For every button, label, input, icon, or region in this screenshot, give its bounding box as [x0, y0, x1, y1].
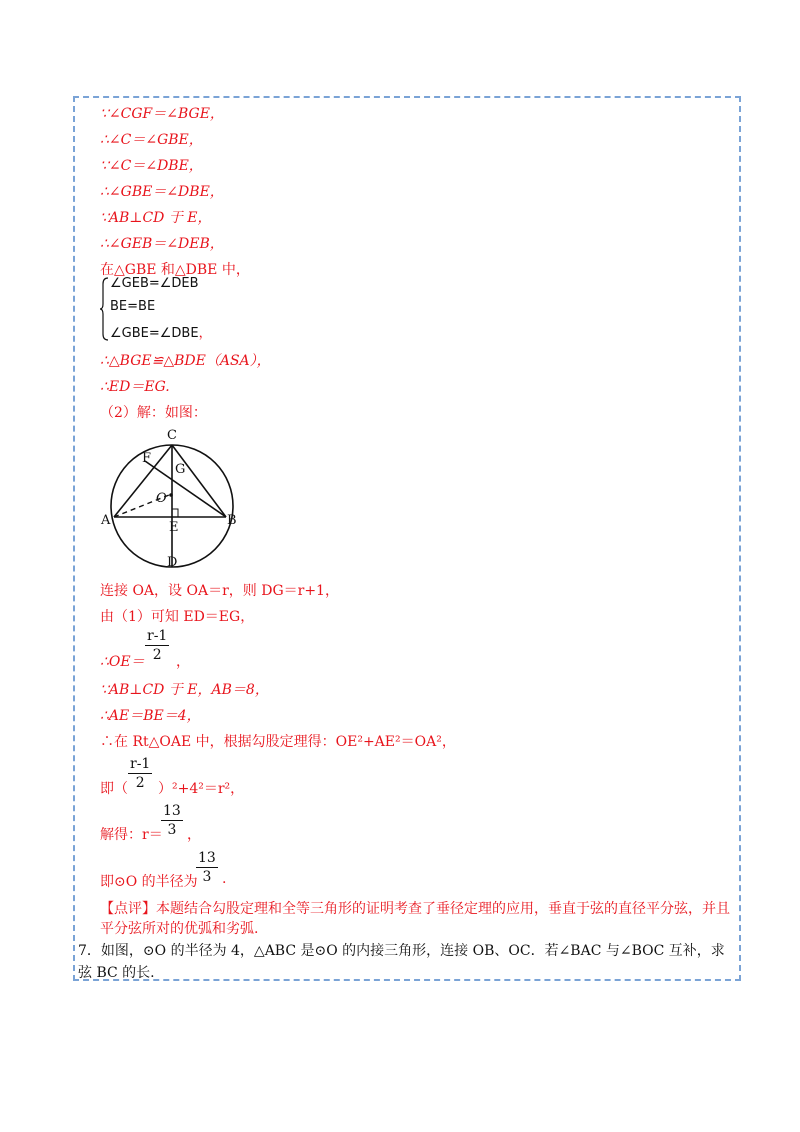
step-line: ∴ED＝EG.: [100, 379, 170, 395]
step-line: ∴OE＝: [100, 654, 145, 670]
step-line: ∵∠C＝∠DBE，: [100, 158, 203, 174]
step-line: ）²+4²＝r²，: [158, 781, 245, 797]
punctuation: .: [222, 871, 227, 887]
label-g: G: [175, 462, 186, 477]
step-line: ∴AE＝BE＝4，: [100, 708, 201, 724]
system-row: ∠GEB=∠DEB: [110, 276, 199, 291]
step-line: ∴在 Rt△OAE 中，根据勾股定理得：OE²+AE²＝OA²，: [100, 734, 456, 750]
center-point: [169, 493, 173, 497]
segment-fb: [145, 461, 226, 517]
label-o: O: [156, 491, 167, 506]
step-line: 在△GBE 和△DBE 中，: [100, 262, 250, 278]
system-row: ∠GBE=∠DBE，: [110, 326, 212, 341]
label-c: C: [167, 428, 177, 443]
equation-system: [100, 276, 220, 342]
step-line: ∵AB⊥CD 于 E，: [100, 210, 212, 226]
step-line: ∴∠GEB＝∠DEB，: [100, 236, 224, 252]
step-line: 解得：r＝: [100, 827, 163, 843]
step-line: 即（: [100, 781, 128, 797]
step-line: ∵AB⊥CD 于 E，AB＝8，: [100, 682, 269, 698]
punctuation: ，: [187, 827, 201, 843]
step-line: 由（1）可知 ED＝EG，: [100, 609, 255, 625]
part2-heading: （2）解：如图：: [100, 405, 207, 421]
fraction-13-over-3: $\frac{13}{3}$: [198, 850, 216, 885]
step-line: 连接 OA，设 OA＝r，则 DG＝r+1，: [100, 583, 339, 599]
geometry-figure: [96, 424, 246, 574]
fraction-r-minus-1-over-2: $\frac{r-1}{2}$: [147, 628, 168, 663]
label-e: E: [169, 520, 179, 535]
label-f: F: [142, 451, 152, 466]
step-line: 即⊙O 的半径为: [100, 874, 198, 890]
fraction-r-minus-1-over-2: $\frac{r-1}{2}$: [130, 756, 151, 791]
problem-7: 7．如图，⊙O 的半径为 4，△ABC 是⊙O 的内接三角形，连接 OB、OC．若∠BAC 与∠BOC 互补，求弦 BC 的长.: [78, 943, 725, 981]
label-b: B: [227, 513, 237, 528]
step-line: ∵∠CGF＝∠BGE，: [100, 106, 224, 122]
fraction-13-over-3: $\frac{13}{3}$: [163, 803, 181, 838]
step-line: ∴∠GBE＝∠DBE，: [100, 184, 224, 200]
system-row: BE=BE: [110, 299, 156, 314]
right-angle-mark: [172, 509, 178, 517]
label-d: D: [167, 555, 178, 570]
step-line: ∴△BGE≌△BDE（ASA），: [100, 353, 271, 369]
review-comment: 【点评】本题结合勾股定理和全等三角形的证明考查了垂径定理的应用，垂直于弦的直径平分弦，并且平分弦所对的优弧和劣弧.: [100, 901, 730, 937]
step-line: ∴∠C＝∠GBE，: [100, 132, 203, 148]
left-brace: [100, 276, 110, 342]
segment-cb: [172, 445, 226, 517]
label-a: A: [101, 513, 111, 528]
punctuation: ，: [176, 654, 190, 670]
